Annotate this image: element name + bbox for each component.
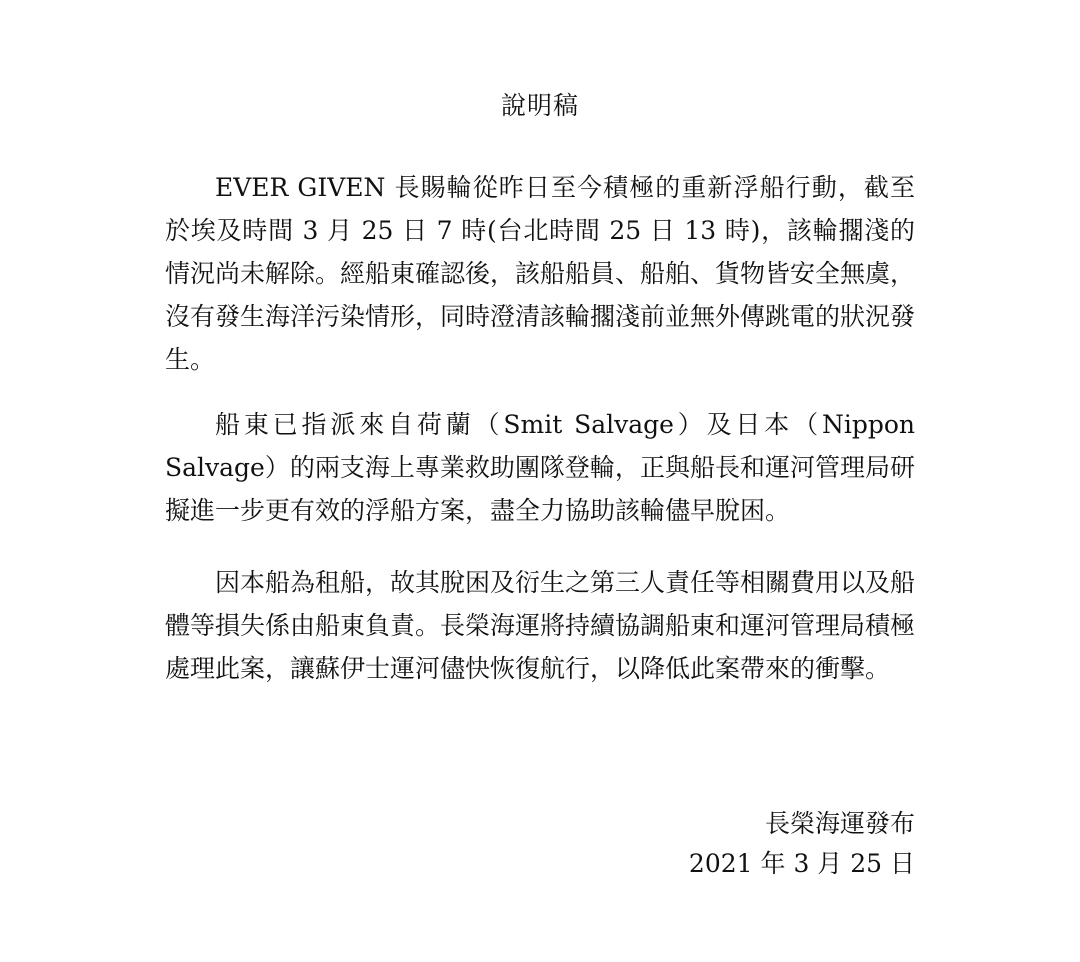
signature-organization: 長榮海運發布 — [764, 809, 915, 838]
document-title: 說明稿 — [500, 91, 579, 120]
paragraph-liability: 因本船為租船，故其脫困及衍生之第三人責任等相關費用以及船體等損失係由船東負責。長榮海運將持續協調船東和運河管理局積極處理此案，讓蘇伊士運河儘快恢復航行，以降低此案帶來的衝擊。 — [165, 568, 916, 683]
paragraph-refloat-status: EVER GIVEN 長賜輪從昨日至今積極的重新浮船行動，截至於埃及時間 3 月 25 日 7 時(台北時間 25 日 13 時)，該輪擱淺的情況尚未解除。經船東確認後，該船船員、船舶、貨物皆安全無虞，沒有發生海洋污染情形，同時澄清該輪擱淺前並無外傳跳電的狀況發生。 — [165, 173, 916, 374]
paragraph-salvage-teams: 船東已指派來自荷蘭（Smit Salvage）及日本（Nippon Salvage）的兩支海上專業救助團隊登輪，正與船長和運河管理局研擬進一步更有效的浮船方案，盡全力協助該輪儘早脫困。 — [165, 410, 915, 525]
signature-date: 2021 年 3 月 25 日 — [688, 849, 915, 878]
